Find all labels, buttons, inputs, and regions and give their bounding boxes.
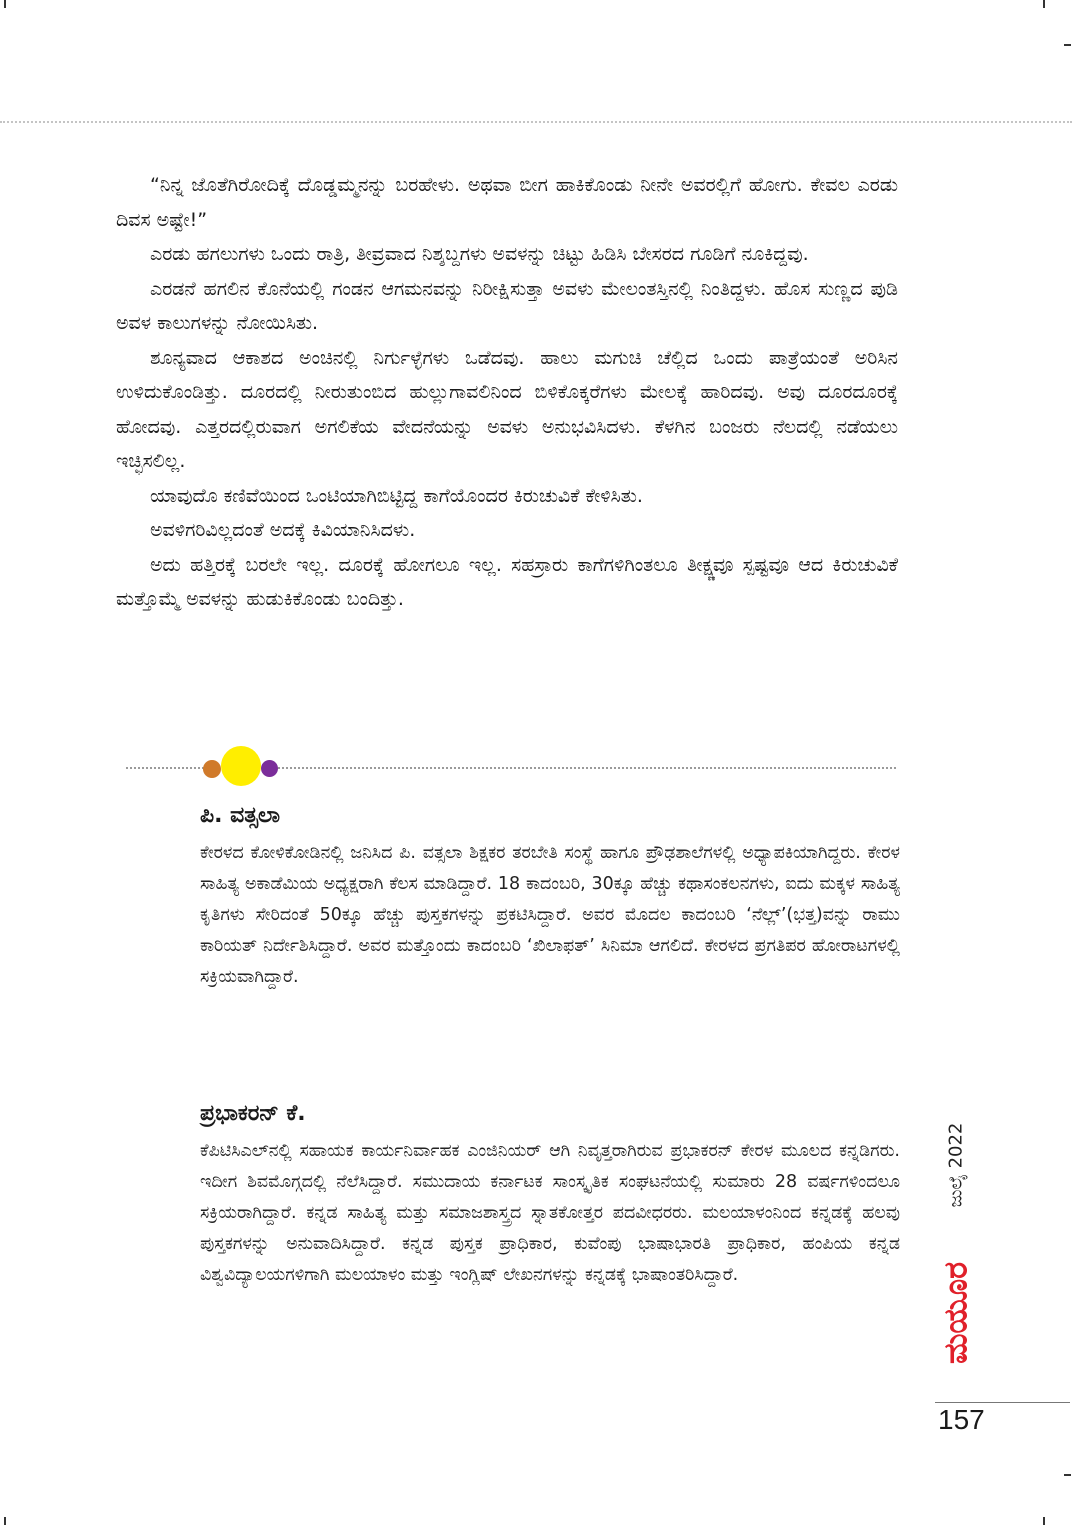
story-text <box>116 168 898 617</box>
story-paragraph: ಅದು ಹತ್ತಿರಕ್ಕೆ ಬರಲೇ ಇಲ್ಲ. ದೂರಕ್ಕೆ ಹೋಗಲೂ ಇಲ್ಲ. ಸಹಸ್ರಾರು ಕಾಗೆಗಳಿಗಿಂತಲೂ ತೀಕ್ಷ್ಣವೂ ಸ್ಪಷ್ಟವೂ ಆದ ಕಿರುಚುವಿಕೆ ಮತ್ತೊಮ್ಮೆ ಅವಳನ್ನು ಹುಡುಕಿಕೊಂಡು ಬಂದಿತ್ತು. <box>116 553 898 610</box>
crop-mark-bottom-right <box>1043 1517 1045 1525</box>
header-dotted-rule <box>0 121 1072 123</box>
story-paragraph: ಯಾವುದೊ ಕಣಿವೆಯಿಂದ ಒಂಟಿಯಾಗಿಬಿಟ್ಟಿದ್ದ ಕಾಗೆಯೊಂದರ ಕಿರುಚುವಿಕೆ ಕೇಳಿಸಿತು. <box>150 484 643 507</box>
story-paragraph: ಶೂನ್ಯವಾದ ಆಕಾಶದ ಅಂಚಿನಲ್ಲಿ ನಿರ್ಗುಳ್ಳೆಗಳು ಒಡೆದವು. ಹಾಲು ಮಗುಚಿ ಚೆಲ್ಲಿದ ಒಂದು ಪಾತ್ರೆಯಂತೆ ಅರಿಸಿನ ಉಳಿದುಕೊಂಡಿತ್ತು. ದೂರದಲ್ಲಿ ನೀರುತುಂಬಿದ ಹುಲ್ಲುಗಾವಲಿನಿಂದ ಬಿಳಿಕೊಕ್ಕರೆಗಳು ಮೇಲಕ್ಕೆ ಹಾರಿದವು. ಅವು ದೂರದೂರಕ್ಕೆ ಹೋದವು. ಎತ್ತರದಲ್ಲಿರುವಾಗ ಅಗಲಿಕೆಯ ವೇದನೆಯನ್ನು ಅವಳು ಅನುಭವಿಸಿದಳು. ಕೆಳಗಿನ ಬಂಜರು ನೆಲದಲ್ಲಿ ನಡೆಯಲು ಇಚ್ಛಿಸಲಿಲ್ಲ. <box>116 346 898 472</box>
side-masthead <box>926 1110 986 1400</box>
crop-mark-right-upper <box>1064 44 1071 46</box>
page-number-rule <box>935 1402 1070 1403</box>
page-number: 157 <box>938 1404 985 1435</box>
orange-dot-ornament <box>203 760 221 778</box>
crop-mark-right-lower <box>1064 1474 1071 1476</box>
translator-bio-text: ಕೆಪಿಟಿಸಿಎಲ್‌ನಲ್ಲಿ ಸಹಾಯಕ ಕಾರ್ಯನಿರ್ವಾಹಕ ಎಂಜಿನಿಯರ್ ಆಗಿ ನಿವೃತ್ತರಾಗಿರುವ ಪ್ರಭಾಕರನ್ ಕೇರಳ ಮೂಲದ ಕನ್ನಡಿಗರು. ಇದೀಗ ಶಿವಮೊಗ್ಗದಲ್ಲಿ ನೆಲೆಸಿದ್ದಾರೆ. ಸಮುದಾಯ ಕರ್ನಾಟಕ ಸಾಂಸ್ಕೃತಿಕ ಸಂಘಟನೆಯಲ್ಲಿ ಸುಮಾರು 28 ವರ್ಷಗಳಿಂದಲೂ ಸಕ್ರಿಯರಾಗಿದ್ದಾರೆ. ಕನ್ನಡ ಸಾಹಿತ್ಯ ಮತ್ತು ಸಮಾಜಶಾಸ್ತ್ರದ ಸ್ನಾತಕೋತ್ತರ ಪದವೀಧರರು. ಮಲಯಾಳಂನಿಂದ ಕನ್ನಡಕ್ಕೆ ಹಲವು ಪುಸ್ತಕಗಳನ್ನು ಅನುವಾದಿಸಿದ್ದಾರೆ. ಕನ್ನಡ ಪುಸ್ತಕ ಪ್ರಾಧಿಕಾರ, ಕುವೆಂಪು ಭಾಷಾಭಾರತಿ ಪ್ರಾಧಿಕಾರ, ಹಂಪಿಯ ಕನ್ನಡ ವಿಶ್ವವಿದ್ಯಾಲಯಗಳಿಗಾಗಿ ಮಲಯಾಳಂ ಮತ್ತು ಇಂಗ್ಲಿಷ್ ಲೇಖನಗಳನ್ನು ಕನ್ನಡಕ್ಕೆ ಭಾಷಾಂತರಿಸಿದ್ದಾರೆ. <box>200 1141 900 1285</box>
story-paragraph: “ನಿನ್ನ ಜೊತೆಗಿರೋದಿಕ್ಕೆ ದೊಡ್ಡಮ್ಮನನ್ನು ಬರಹೇಳು. ಅಥವಾ ಬೀಗ ಹಾಕಿಕೊಂಡು ನೀನೇ ಅವರಲ್ಲಿಗೆ ಹೋಗು. ಕೇವಲ ಎರಡು ದಿವಸ ಅಷ್ಟೇ!” <box>116 174 898 231</box>
author-bio <box>200 800 900 993</box>
translator-name: ಪ್ರಭಾಕರನ್ ಕೆ. <box>200 1101 306 1126</box>
crop-mark-top-right <box>1043 0 1045 8</box>
issue-date: ಜುಲೈ 2022 <box>945 1122 967 1208</box>
author-name: ಪಿ. ವತ್ಸಲಾ <box>200 803 281 828</box>
crop-mark-top-left <box>4 0 6 8</box>
translator-bio <box>200 1098 900 1291</box>
purple-dot-ornament <box>261 760 278 777</box>
yellow-dot-ornament <box>221 746 261 786</box>
author-bio-text: ಕೇರಳದ ಕೋಳಿಕೋಡಿನಲ್ಲಿ ಜನಿಸಿದ ಪಿ. ವತ್ಸಲಾ ಶಿಕ್ಷಕರ ತರಬೇತಿ ಸಂಸ್ಥೆ ಹಾಗೂ ಪ್ರೌಢಶಾಲೆಗಳಲ್ಲಿ ಅಧ್ಯಾಪಕಿಯಾಗಿದ್ದರು. ಕೇರಳ ಸಾಹಿತ್ಯ ಅಕಾಡೆಮಿಯ ಅಧ್ಯಕ್ಷರಾಗಿ ಕೆಲಸ ಮಾಡಿದ್ದಾರೆ. 18 ಕಾದಂಬರಿ, 30ಕ್ಕೂ ಹೆಚ್ಚು ಕಥಾಸಂಕಲನಗಳು, ಐದು ಮಕ್ಕಳ ಸಾಹಿತ್ಯ ಕೃತಿಗಳು ಸೇರಿದಂತೆ 50ಕ್ಕೂ ಹೆಚ್ಚು ಪುಸ್ತಕಗಳನ್ನು ಪ್ರಕಟಿಸಿದ್ದಾರೆ. ಅವರ ಮೊದಲ ಕಾದಂಬರಿ ‘ನೆಲ್ಲ್’(ಭತ್ತ)ವನ್ನು ರಾಮು ಕಾರಿಯತ್ ನಿರ್ದೇಶಿಸಿದ್ದಾರೆ. ಅವರ ಮತ್ತೊಂದು ಕಾದಂಬರಿ ‘ಖಿಲಾಫತ್’ ಸಿನಿಮಾ ಆಗಲಿದೆ. ಕೇರಳದ ಪ್ರಗತಿಪರ ಹೋರಾಟಗಳಲ್ಲಿ ಸಕ್ರಿಯವಾಗಿದ್ದಾರೆ. <box>200 843 900 987</box>
story-paragraph: ಎರಡನೆ ಹಗಲಿನ ಕೊನೆಯಲ್ಲಿ ಗಂಡನ ಆಗಮನವನ್ನು ನಿರೀಕ್ಷಿಸುತ್ತಾ ಅವಳು ಮೇಲಂತಸ್ತಿನಲ್ಲಿ ನಿಂತಿದ್ದಳು. ಹೊಸ ಸುಣ್ಣದ ಪುಡಿ ಅವಳ ಕಾಲುಗಳನ್ನು ನೋಯಿಸಿತು. <box>116 277 898 334</box>
story-paragraph: ಎರಡು ಹಗಲುಗಳು ಒಂದು ರಾತ್ರಿ, ತೀವ್ರವಾದ ನಿಶ್ಶಬ್ದಗಳು ಅವಳನ್ನು ಚಿಟ್ಟು ಹಿಡಿಸಿ ಬೇಸರದ ಗೂಡಿಗೆ ನೂಕಿದ್ದವು. <box>150 243 809 265</box>
story-paragraph: ಅವಳಿಗರಿವಿಲ್ಲದಂತೆ ಅದಕ್ಕೆ ಕಿವಿಯಾನಿಸಿದಳು. <box>150 519 416 541</box>
crop-mark-bottom-left <box>4 1517 6 1525</box>
magazine-logo: ಮಯೂರ <box>936 1261 975 1365</box>
